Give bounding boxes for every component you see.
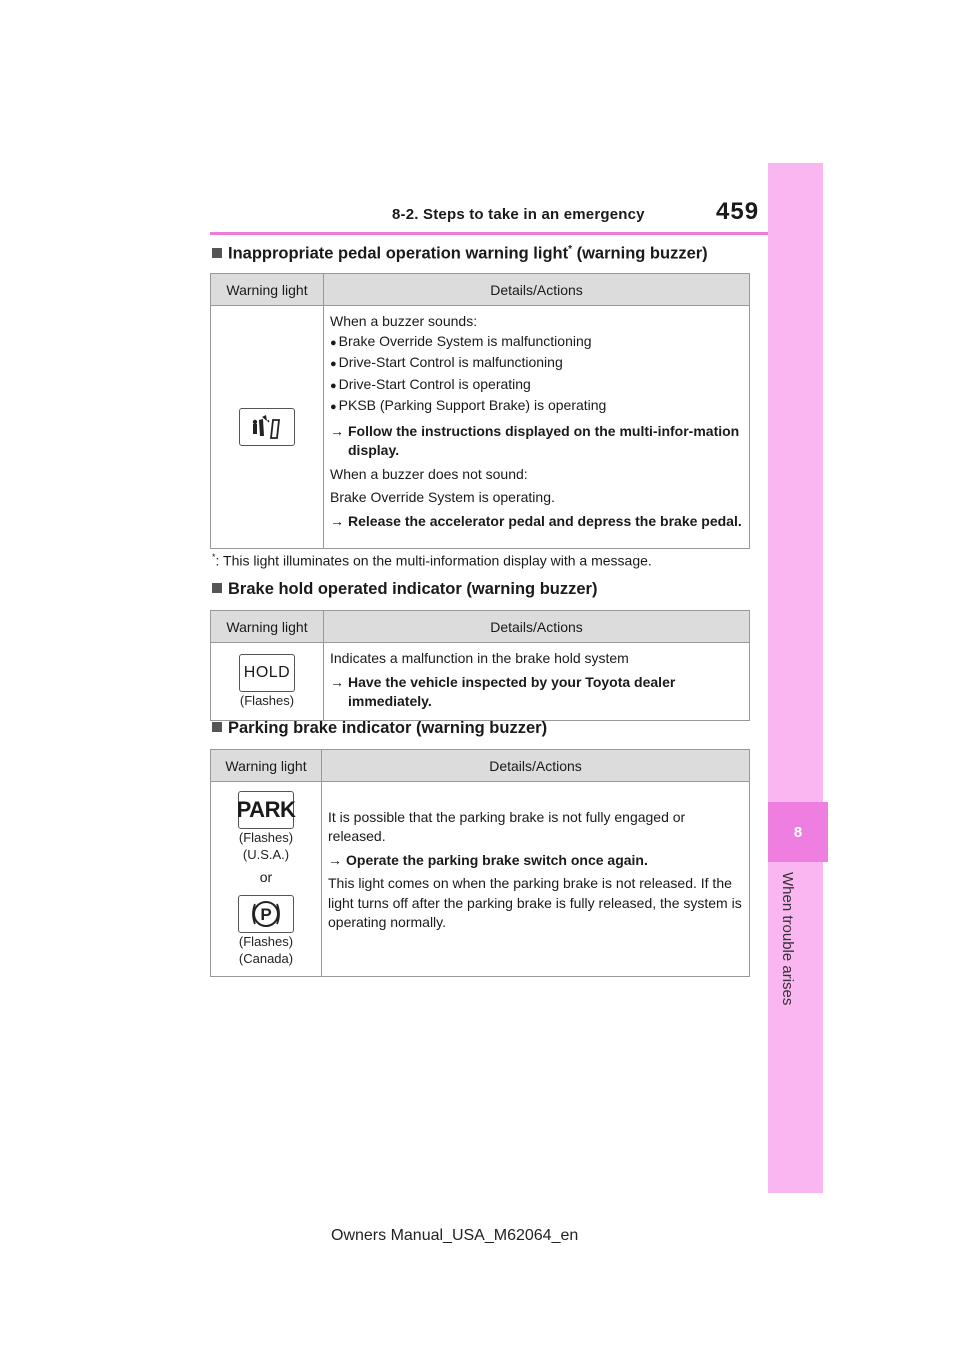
section-header: 8-2. Steps to take in an emergency: [392, 206, 645, 223]
brake-hold-icon: HOLD: [239, 654, 295, 692]
page-number: 459: [716, 198, 760, 225]
footnote: *: This light illuminates on the multi-information display with a message.: [212, 552, 652, 569]
action-text: → Follow the instructions displayed on the multi-infor-mation display.: [330, 422, 743, 461]
action-text: → Operate the parking brake switch once again.: [328, 851, 743, 871]
column-header: Warning light: [211, 750, 322, 782]
pedal-misapplication-icon: [239, 408, 295, 446]
list-item: ● Drive-Start Control is operating: [330, 375, 743, 397]
chapter-number: 8: [768, 802, 828, 862]
details-cell: When a buzzer sounds: ● Brake Override System is malfunctioning ● Drive-Start Control is malfunctioning ● Drive-Start Control is operating ● PKSB (Parking Support Brake) is operating → Follow the instructions displayed on the multi-infor-mation display. When a buzzer does not sound: Brake Override System is operating. → Release the accelerator pedal and depress the brake pedal.: [324, 306, 750, 549]
svg-text:P: P: [260, 905, 272, 924]
icon-caption: (U.S.A.): [242, 847, 290, 862]
section-title-pedal: Inappropriate pedal operation warning light* (warning buzzer): [212, 244, 708, 264]
icon-caption: (Flashes): [238, 830, 294, 845]
warning-light-cell: [211, 306, 324, 549]
column-header: Details/Actions: [322, 750, 750, 782]
details-cell: Indicates a malfunction in the brake hold system → Have the vehicle inspected by your Toyota dealer immediately.: [324, 643, 750, 721]
column-header: Details/Actions: [324, 611, 750, 643]
pedal-warning-table: [210, 273, 750, 549]
chapter-title: When trouble arises: [779, 872, 796, 1006]
icon-caption: (Canada): [238, 951, 294, 966]
warning-light-cell: [211, 643, 324, 721]
column-header: Warning light: [211, 611, 324, 643]
icon-caption: (Flashes): [239, 692, 295, 708]
section-title-brake-hold: Brake hold operated indicator (warning buzzer): [212, 580, 597, 599]
column-header: Warning light: [211, 274, 324, 306]
icon-caption: (Flashes): [238, 934, 294, 949]
brake-hold-table: [210, 610, 750, 721]
park-icon: PARK: [238, 791, 294, 829]
warning-light-cell: [211, 782, 322, 977]
parking-brake-circle-icon: [238, 895, 294, 933]
section-marker-icon: [212, 722, 222, 732]
or-text: or: [259, 869, 273, 885]
list-item: ● Drive-Start Control is malfunctioning: [330, 353, 743, 375]
section-marker-icon: [212, 248, 222, 258]
header-rule: [210, 232, 768, 235]
parking-brake-table: [210, 749, 750, 977]
list-item: ● Brake Override System is malfunctioning: [330, 332, 743, 354]
footer-doc-id: Owners Manual_USA_M62064_en: [331, 1227, 579, 1244]
section-title-parking-brake: Parking brake indicator (warning buzzer): [212, 719, 547, 738]
chapter-side-tab: [768, 163, 823, 1193]
section-marker-icon: [212, 583, 222, 593]
details-cell: It is possible that the parking brake is not fully engaged or released. → Operate the parking brake switch once again. This light comes on when the parking brake is not released. If the light turns off after the parking brake is fully released, the system is operating normally.: [322, 782, 750, 977]
column-header: Details/Actions: [324, 274, 750, 306]
action-text: → Release the accelerator pedal and depress the brake pedal.: [330, 512, 743, 532]
action-text: → Have the vehicle inspected by your Toyota dealer immediately.: [330, 673, 743, 712]
list-item: ● PKSB (Parking Support Brake) is operating: [330, 396, 743, 418]
